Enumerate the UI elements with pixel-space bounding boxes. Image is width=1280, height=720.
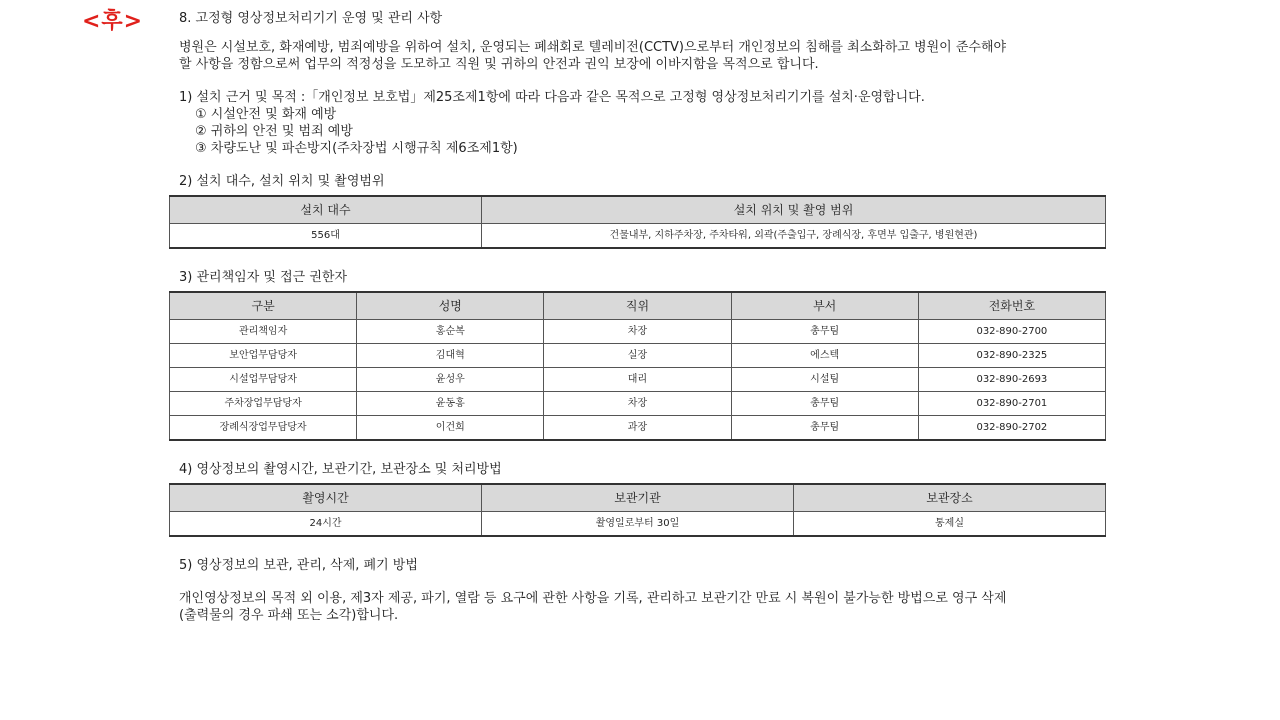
table-row (170, 512, 1106, 537)
purpose-item: ① 시설안전 및 화재 예방 (195, 107, 337, 122)
intro-line: 병원은 시설보호, 화재예방, 범죄예방을 위하여 설치, 운영되는 폐쇄회로 텔레비전(CCTV)으로부터 개인정보의 침해를 최소화하고 병원이 준수해야 (179, 40, 1007, 55)
table-cell: 윤동홍 (357, 392, 544, 416)
table-cell: 촬영일로부터 30일 (482, 512, 794, 537)
table-cell: 032-890-2701 (918, 392, 1105, 416)
table-cell: 건물내부, 지하주차장, 주차타워, 외곽(주출입구, 장례식장, 후면부 입출구, 병원현관) (482, 224, 1106, 249)
retention-table (169, 483, 1106, 537)
installation-table (169, 195, 1106, 249)
column-header: 성명 (357, 292, 544, 320)
table-row (170, 392, 1106, 416)
table-cell: 032-890-2325 (918, 344, 1105, 368)
table-row (170, 416, 1106, 441)
table-cell: 홍순복 (357, 320, 544, 344)
table-cell: 총무팀 (731, 320, 918, 344)
table-row (170, 224, 1106, 249)
disposal-paragraph (179, 590, 1109, 624)
table-header-row (170, 292, 1106, 320)
column-header: 전화번호 (918, 292, 1105, 320)
installation-title: 2) 설치 대수, 설치 위치 및 촬영범위 (179, 174, 385, 189)
table-cell: 관리책임자 (170, 320, 357, 344)
table-cell: 24시간 (170, 512, 482, 537)
intro-paragraph (179, 39, 1109, 73)
table-cell: 총무팀 (731, 416, 918, 441)
purpose-item: ③ 차량도난 및 파손방지(주차장법 시행규칙 제6조제1항) (195, 141, 518, 156)
table-cell: 시설업무담당자 (170, 368, 357, 392)
column-header: 부서 (731, 292, 918, 320)
revision-marker: <후> (82, 9, 144, 34)
table-cell: 에스텍 (731, 344, 918, 368)
table-cell: 보안업무담당자 (170, 344, 357, 368)
table-row (170, 320, 1106, 344)
column-header: 촬영시간 (170, 484, 482, 512)
table-cell: 윤성우 (357, 368, 544, 392)
section-title: 8. 고정형 영상정보처리기기 운영 및 관리 사항 (179, 11, 443, 26)
table-cell: 차장 (544, 392, 731, 416)
table-cell: 주차장업무담당자 (170, 392, 357, 416)
table-header-row (170, 484, 1106, 512)
column-header: 보관기관 (482, 484, 794, 512)
table-cell: 김대혁 (357, 344, 544, 368)
table-cell: 통제실 (794, 512, 1106, 537)
column-header: 설치 대수 (170, 196, 482, 224)
column-header: 직위 (544, 292, 731, 320)
table-cell: 차장 (544, 320, 731, 344)
column-header: 구분 (170, 292, 357, 320)
disposal-line: 개인영상정보의 목적 외 이용, 제3자 제공, 파기, 열람 등 요구에 관한 사항을 기록, 관리하고 보관기간 만료 시 복원이 불가능한 방법으로 영구 삭제 (179, 591, 1007, 606)
intro-line: 할 사항을 정함으로써 업무의 적정성을 도모하고 직원 및 귀하의 안전과 권익 보장에 이바지함을 목적으로 합니다. (179, 57, 819, 72)
table-cell: 032-890-2693 (918, 368, 1105, 392)
table-header-row (170, 196, 1106, 224)
table-cell: 이건희 (357, 416, 544, 441)
purpose-title: 1) 설치 근거 및 목적 :「개인정보 보호법」제25조제1항에 따라 다음과 같은 목적으로 고정형 영상정보처리기기를 설치·운영합니다. (179, 90, 925, 105)
manager-table (169, 291, 1106, 441)
table-cell: 총무팀 (731, 392, 918, 416)
table-cell: 과장 (544, 416, 731, 441)
table-cell: 556대 (170, 224, 482, 249)
column-header: 설치 위치 및 촬영 범위 (482, 196, 1106, 224)
table-cell: 대리 (544, 368, 731, 392)
table-cell: 032-890-2702 (918, 416, 1105, 441)
purpose-section (179, 89, 1109, 157)
manager-title: 3) 관리책임자 및 접근 권한자 (179, 270, 348, 285)
retention-title: 4) 영상정보의 촬영시간, 보관기간, 보관장소 및 처리방법 (179, 462, 502, 477)
table-cell: 032-890-2700 (918, 320, 1105, 344)
purpose-item: ② 귀하의 안전 및 범죄 예방 (195, 124, 353, 139)
table-row (170, 368, 1106, 392)
policy-section (179, 10, 1109, 624)
table-cell: 시설팀 (731, 368, 918, 392)
column-header: 보관장소 (794, 484, 1106, 512)
disposal-title: 5) 영상정보의 보관, 관리, 삭제, 폐기 방법 (179, 558, 418, 573)
table-row (170, 344, 1106, 368)
table-cell: 실장 (544, 344, 731, 368)
table-cell: 장례식장업무담당자 (170, 416, 357, 441)
disposal-line: (출력물의 경우 파쇄 또는 소각)합니다. (179, 608, 399, 623)
